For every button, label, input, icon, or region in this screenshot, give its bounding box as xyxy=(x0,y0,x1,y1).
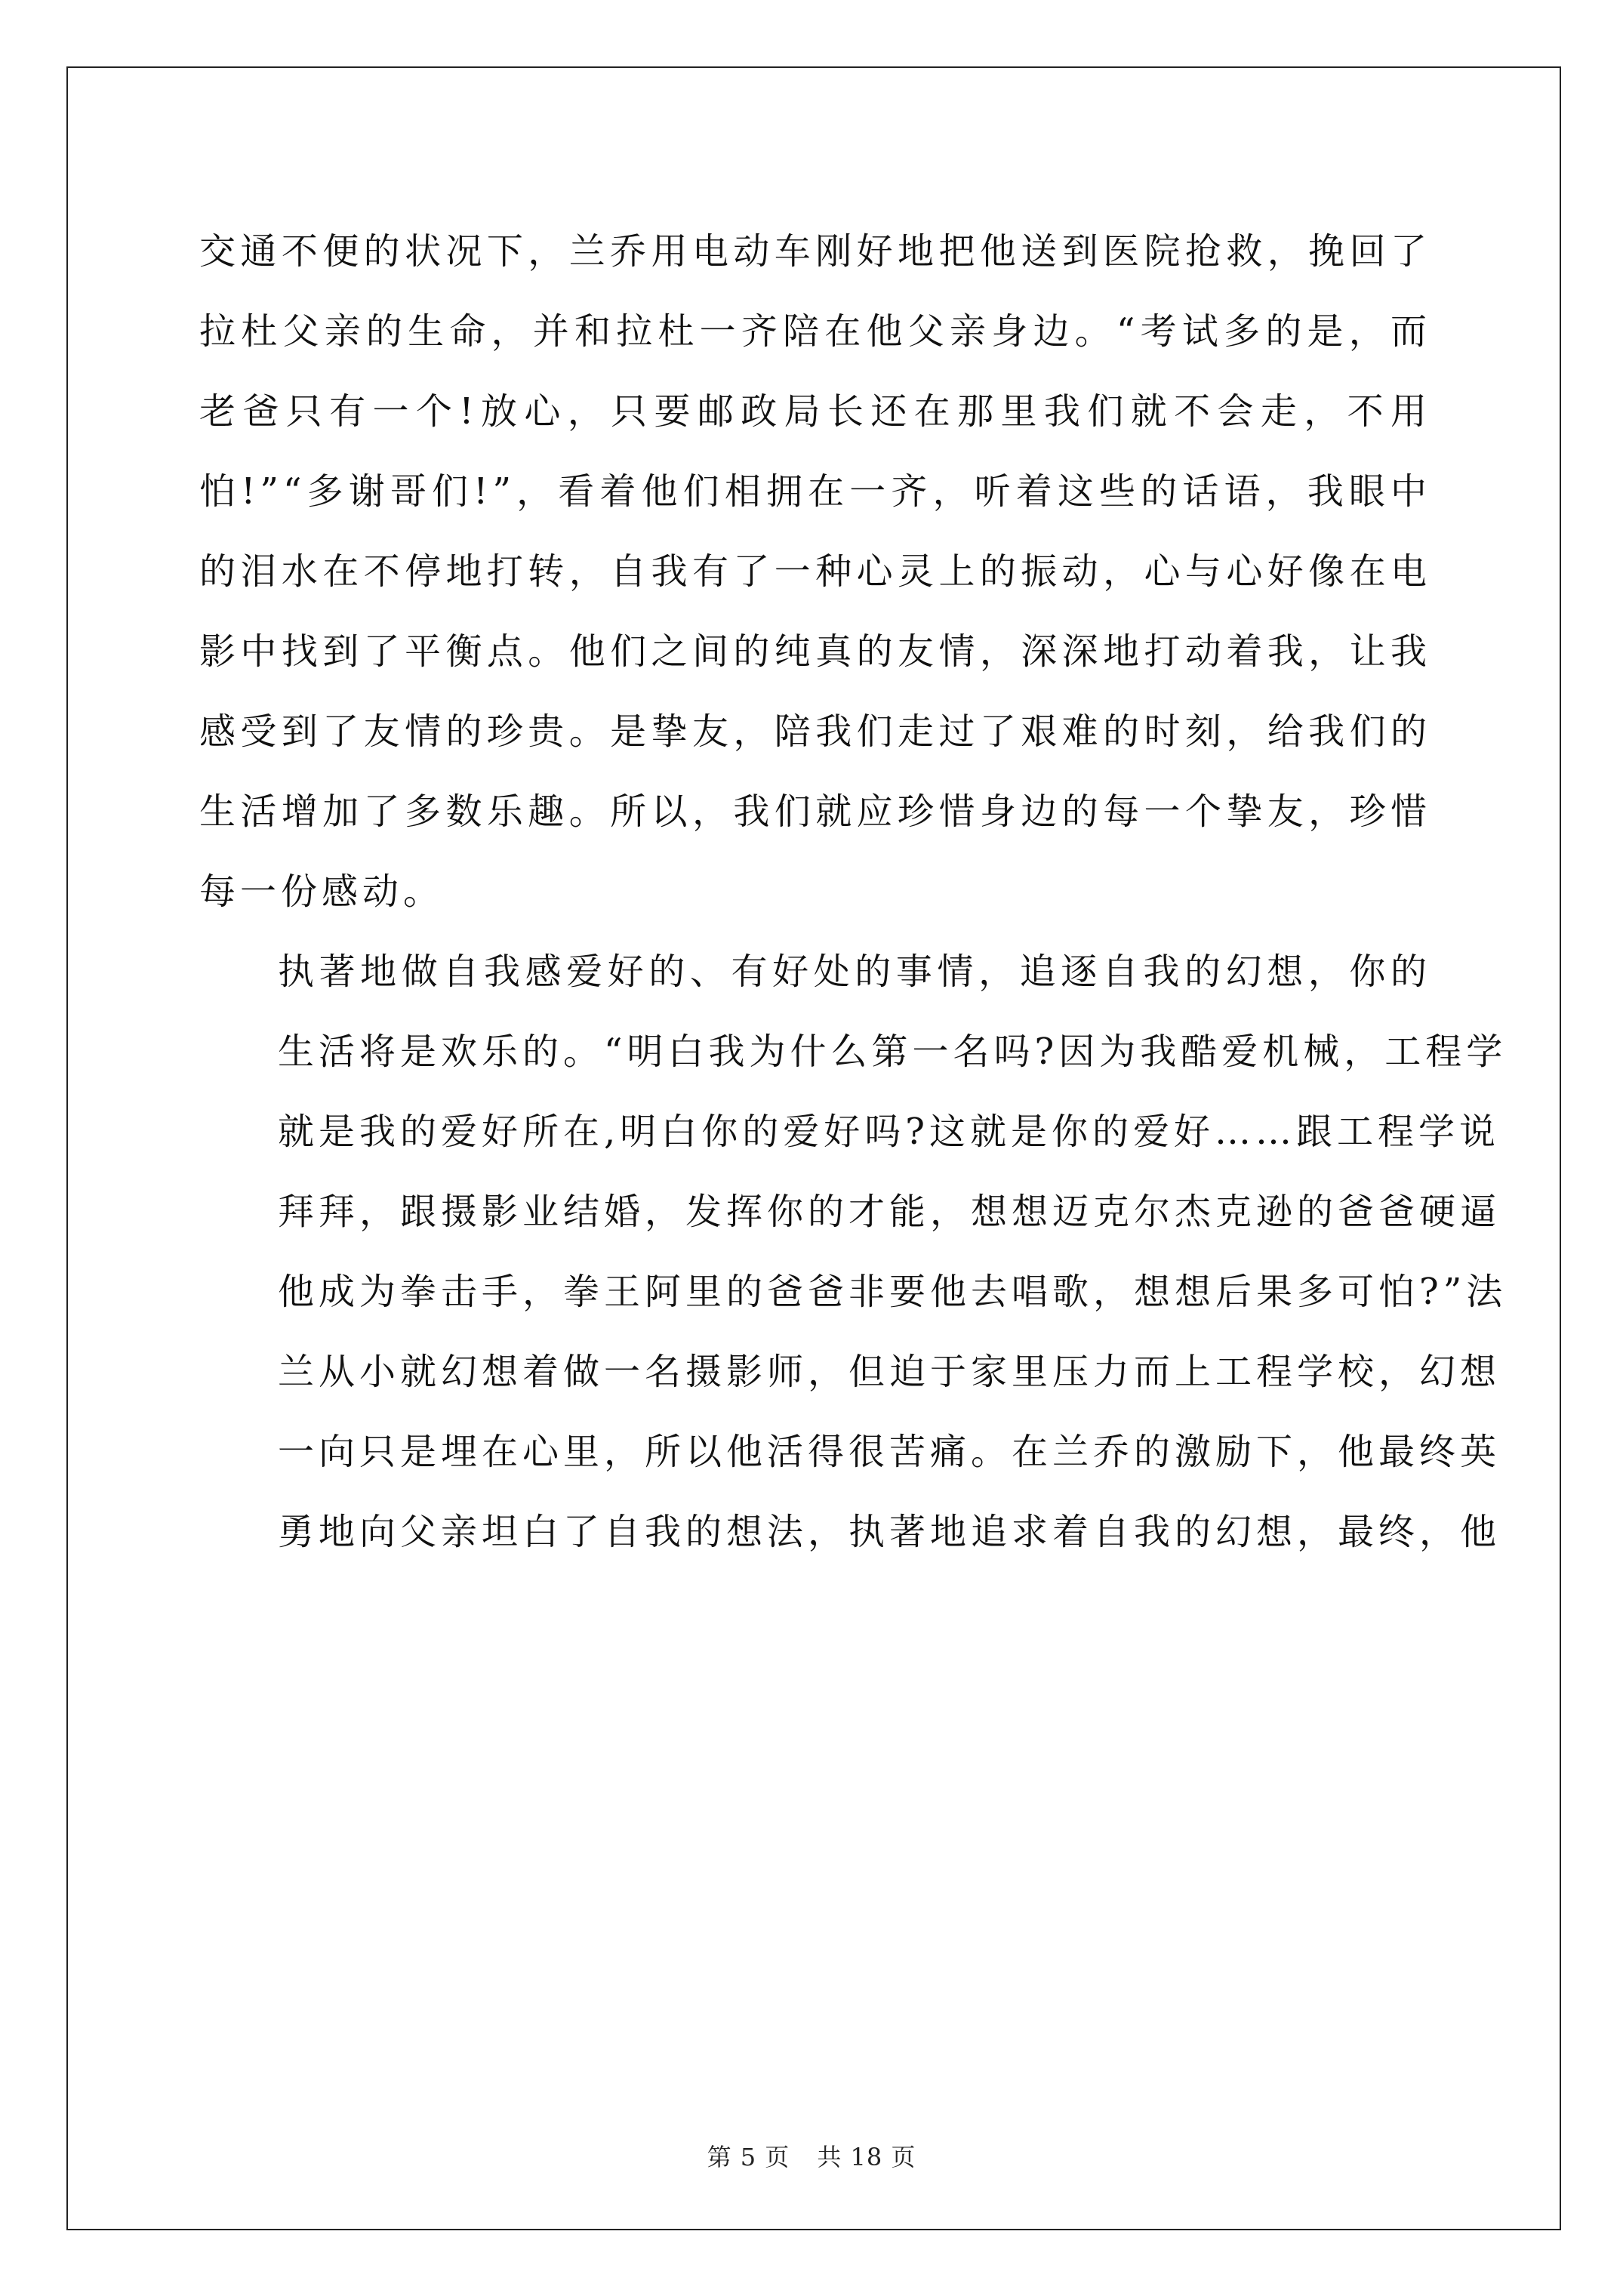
text-line: 勇地向父亲坦白了自我的想法，执著地追求着自我的幻想，最终，他 xyxy=(278,1511,1501,1553)
text-line: 拉杜父亲的生命，并和拉杜一齐陪在他父亲身边。“考试多的是，而 xyxy=(199,310,1431,353)
text-line: 怕!”“多谢哥们!”，看着他们相拥在一齐，听着这些的话语，我眼中 xyxy=(199,470,1431,513)
text-line: 拜拜，跟摄影业结婚，发挥你的才能，想想迈克尔杰克逊的爸爸硬逼 xyxy=(278,1191,1501,1233)
page-footer xyxy=(0,2138,1623,2173)
text-line: 的泪水在不停地打转，自我有了一种心灵上的振动，心与心好像在电 xyxy=(199,550,1431,593)
text-line: 他成为拳击手，拳王阿里的爸爸非要他去唱歌，想想后果多可怕?”法 xyxy=(278,1271,1508,1313)
text-line: 生活增加了多数乐趣。所以，我们就应珍惜身边的每一个挚友，珍惜 xyxy=(199,791,1431,833)
text-line: 兰从小就幻想着做一名摄影师，但迫于家里压力而上工程学校，幻想 xyxy=(278,1351,1501,1393)
text-line: 每一份感动。 xyxy=(199,871,445,913)
text-line: 生活将是欢乐的。“明白我为什么第一名吗?因为我酷爱机械，工程学 xyxy=(278,1031,1508,1073)
paragraph xyxy=(199,932,1508,1572)
text-line: 老爸只有一个!放心，只要邮政局长还在那里我们就不会走，不用 xyxy=(199,390,1431,433)
text-line: 影中找到了平衡点。他们之间的纯真的友情，深深地打动着我，让我 xyxy=(199,630,1431,673)
page-number: 第 5 页 xyxy=(707,2143,790,2171)
text-line: 交通不便的状况下，兰乔用电动车刚好地把他送到医院抢救，挽回了 xyxy=(199,230,1431,273)
text-line: 一向只是埋在心里，所以他活得很苦痛。在兰乔的激励下，他最终英 xyxy=(278,1431,1501,1473)
paragraph xyxy=(199,211,1431,932)
text-line: 感受到了友情的珍贵。是挚友，陪我们走过了艰难的时刻，给我们的 xyxy=(199,710,1431,753)
text-line: 就是我的爱好所在,明白你的爱好吗?这就是你的爱好……跟工程学说 xyxy=(278,1111,1500,1153)
body-text xyxy=(199,211,1508,1572)
text-line: 执著地做自我感爱好的、有好处的事情，追逐自我的幻想，你的 xyxy=(278,951,1431,993)
page-total: 共 18 页 xyxy=(817,2143,916,2171)
